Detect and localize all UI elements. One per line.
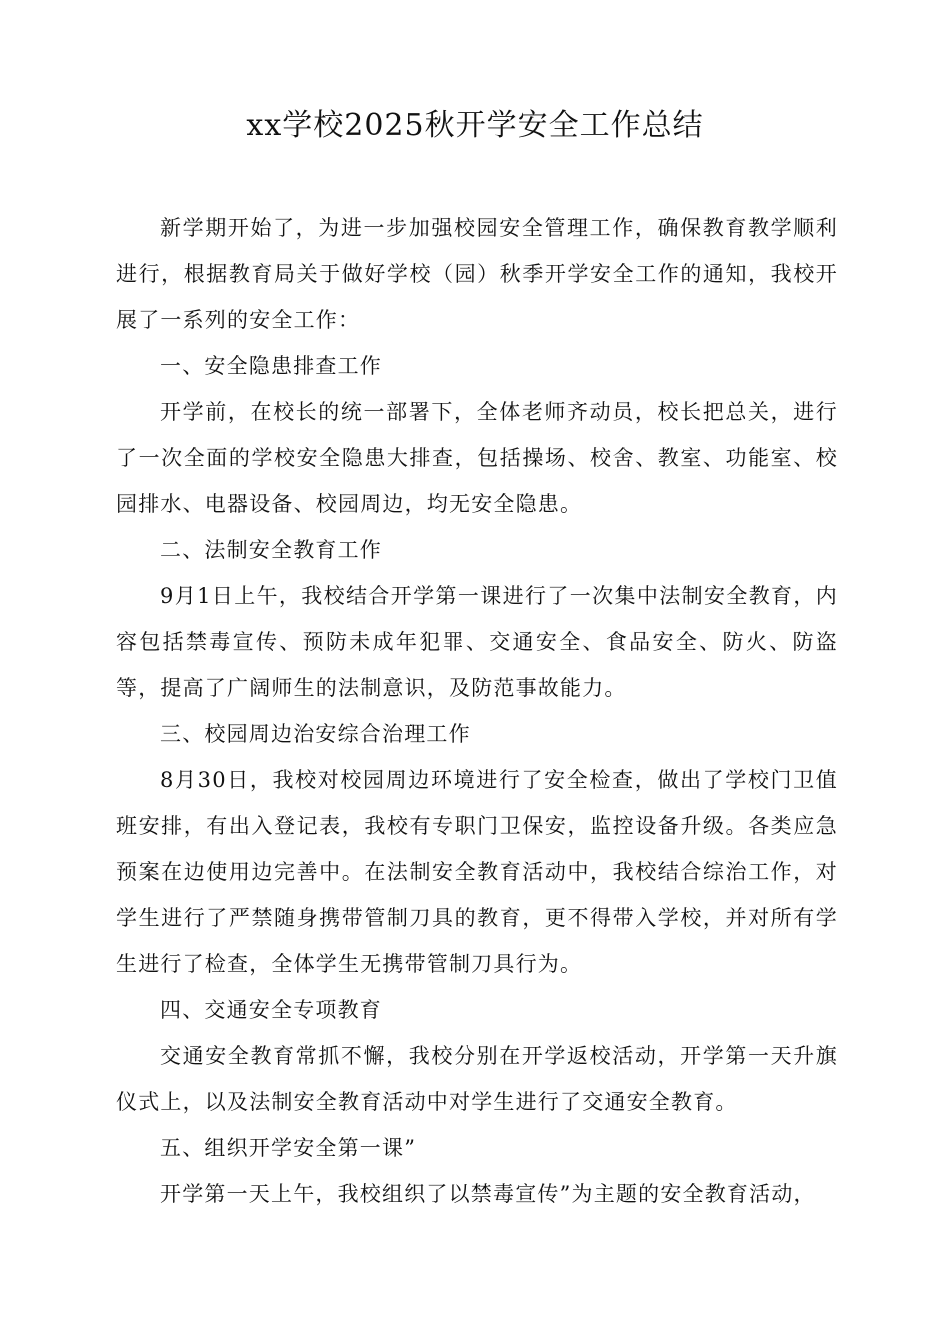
section-heading-hazard-inspection: 一、安全隐患排查工作: [160, 354, 382, 378]
document-title: xx学校2025秋开学安全工作总结: [246, 108, 704, 143]
legal-safety-education-paragraph: 9月1日上午，我校结合开学第一课进行了一次集中法制安全教育，内容包括禁毒宣传、预防未成年犯罪、交通安全、食品安全、防火、防盗等，提高了广阔师生的法制意识，及防范事故能力。: [116, 584, 838, 700]
section-heading-legal-safety-education: 二、法制安全教育工作: [160, 538, 382, 562]
first-lesson-paragraph: 开学第一天上午，我校组织了以禁毒宣传”为主题的安全教育活动，: [160, 1182, 816, 1206]
intro-paragraph: 新学期开始了，为进一步加强校园安全管理工作，确保教育教学顺利进行，根据教育局关于做好学校（园）秋季开学安全工作的通知，我校开展了一系列的安全工作：: [116, 216, 838, 332]
campus-surroundings-paragraph: 8月30日，我校对校园周边环境进行了安全检查，做出了学校门卫值班安排，有出入登记表，我校有专职门卫保安，监控设备升级。各类应急预案在边使用边完善中。在法制安全教育活动中，我校结合综治工作，对学生进行了严禁随身携带管制刀具的教育，更不得带入学校，并对所有学生进行了检查，全体学生无携带管制刀具行为。: [116, 768, 838, 976]
document-body: [116, 205, 838, 1217]
traffic-safety-paragraph: 交通安全教育常抓不懈，我校分别在开学返校活动，开学第一天升旗仪式上，以及法制安全教育活动中对学生进行了交通安全教育。: [116, 1044, 838, 1114]
hazard-inspection-paragraph: 开学前，在校长的统一部署下，全体老师齐动员，校长把总关，进行了一次全面的学校安全隐患大排查，包括操场、校舍、教室、功能室、校园排水、电器设备、校园周边，均无安全隐患。: [116, 400, 838, 516]
section-heading-campus-surroundings: 三、校园周边治安综合治理工作: [160, 722, 471, 746]
section-heading-traffic-safety: 四、交通安全专项教育: [160, 998, 382, 1022]
section-heading-first-lesson: 五、组织开学安全第一课”: [160, 1136, 417, 1160]
